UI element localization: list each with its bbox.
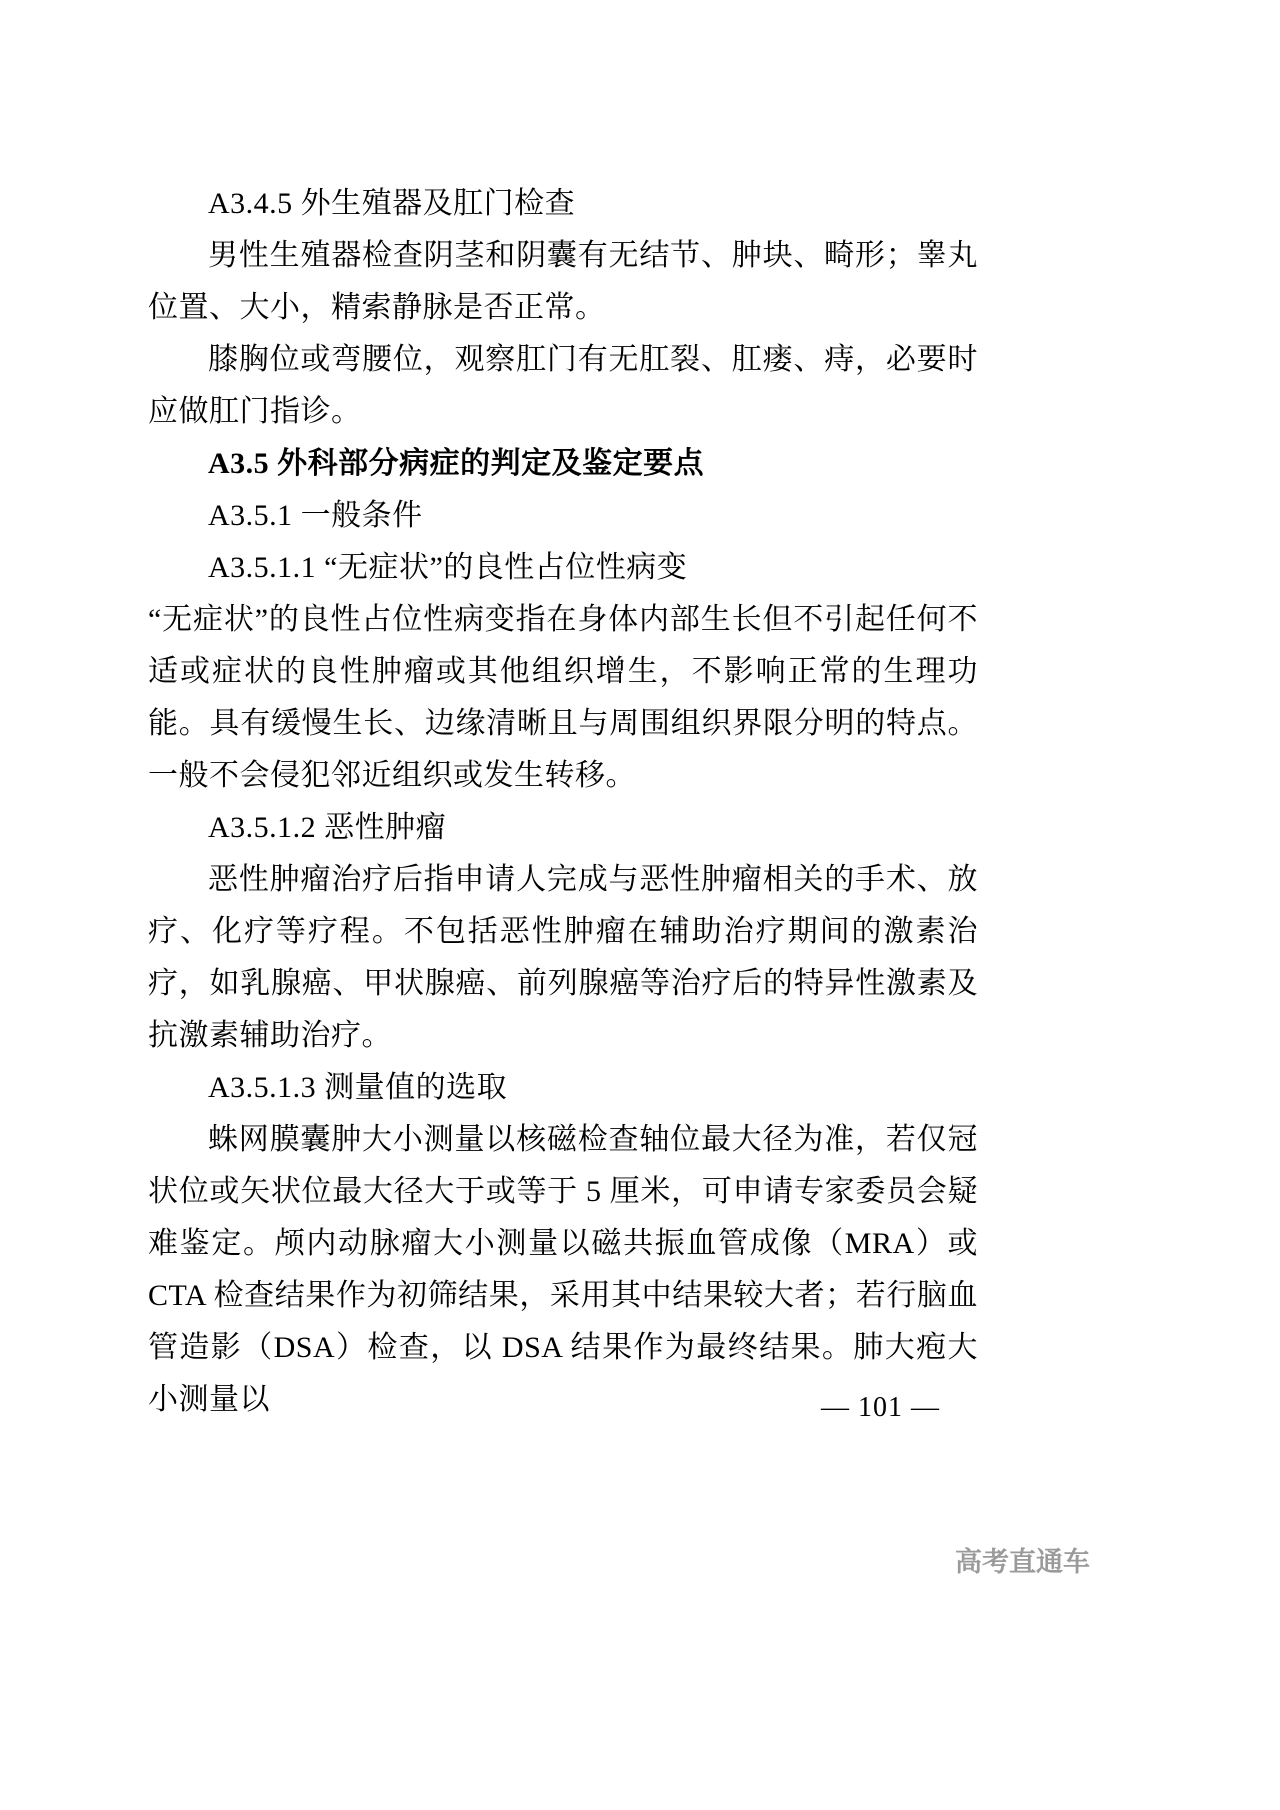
section-heading: A3.5.1 一般条件 [208,499,423,532]
section-heading: A3.4.5 外生殖器及肛门检查 [208,187,576,220]
paragraph: 恶性肿瘤治疗后指申请人完成与恶性肿瘤相关的手术、放疗、化疗等疗程。不包括恶性肿瘤在辅助治疗期间的激素治疗，如乳腺癌、甲状腺癌、前列腺癌等治疗后的特异性激素及抗激素辅助治疗。 [148,863,978,1052]
paragraph: 蛛网膜囊肿大小测量以核磁检查轴位最大径为准，若仅冠状位或矢状位最大径大于或等于 5 厘米，可申请专家委员会疑难鉴定。颅内动脉瘤大小测量以磁共振血管成像（MRA）或 CTA 检查结果作为初筛结果，采用其中结果较大者；若行脑血管造影（DSA）检查，以 DSA 结果作为最终结果。肺大疱大小测量以 [148,1123,978,1416]
watermark: 高考直通车 [955,1547,1090,1577]
paragraph: 男性生殖器检查阴茎和阴囊有无结节、肿块、畸形；睾丸位置、大小，精索静脉是否正常。 [148,239,978,324]
section-heading: A3.5.1.1 “无症状”的良性占位性病变 [208,551,688,584]
paragraph: 膝胸位或弯腰位，观察肛门有无肛裂、肛瘘、痔，必要时应做肛门指诊。 [148,343,978,428]
section-heading: A3.5 外科部分病症的判定及鉴定要点 [208,447,705,480]
paragraph: “无症状”的良性占位性病变指在身体内部生长但不引起任何不适或症状的良性肿瘤或其他组织增生，不影响正常的生理功能。具有缓慢生长、边缘清晰且与周围组织界限分明的特点。一般不会侵犯邻近组织或发生转移。 [148,603,978,792]
page-number: — 101 — [821,1392,940,1423]
document-body [148,178,978,1426]
section-heading: A3.5.1.3 测量值的选取 [208,1071,508,1104]
section-heading: A3.5.1.2 恶性肿瘤 [208,811,447,844]
